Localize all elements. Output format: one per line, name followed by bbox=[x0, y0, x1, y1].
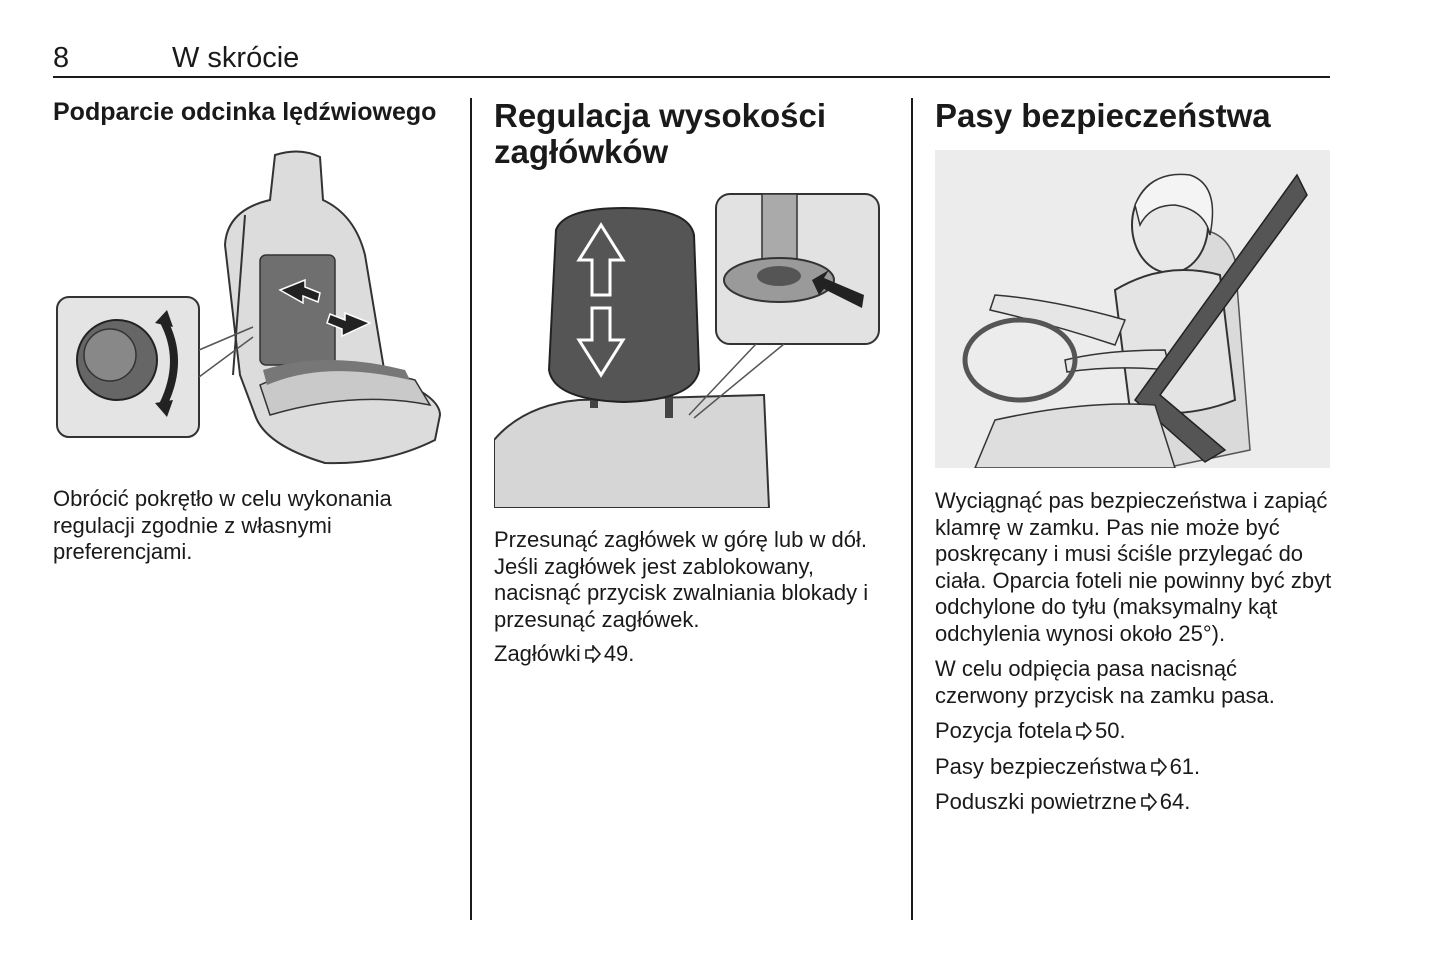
ref-seat-position-label: Pozycja fotela bbox=[935, 718, 1072, 743]
page-reference-arrow-icon bbox=[584, 645, 602, 663]
headrest-illustration bbox=[494, 190, 884, 508]
paragraph-seatbelts-2: W celu odpięcia pasa nacisnąć czerwony przycisk na zamku pasa. bbox=[935, 656, 1275, 708]
seatbelt-illustration bbox=[935, 150, 1330, 468]
heading-seatbelts: Pasy bezpieczeństwa bbox=[935, 97, 1271, 134]
heading-lumbar-support: Podparcie odcinka lędźwiowego bbox=[53, 98, 437, 126]
paragraph-headrest: Przesunąć zagłówek w górę lub w dół. Jeśli zagłówek jest zablokowany, nacisnąć przycisk zwalniania blokady i przesunąć zagłówek. bbox=[494, 527, 869, 632]
ref-airbags-label: Poduszki powietrzne bbox=[935, 789, 1137, 814]
page-number: 8 bbox=[53, 42, 70, 74]
column-headrest-text bbox=[494, 527, 894, 668]
column-lumbar-text bbox=[53, 486, 453, 566]
ref-seatbelts bbox=[935, 754, 1335, 781]
ref-airbags bbox=[935, 789, 1335, 816]
ref-headrest-page: 49. bbox=[603, 641, 635, 666]
column-lumbar-support bbox=[53, 98, 453, 127]
ref-seat-position-page: 50. bbox=[1094, 718, 1126, 743]
ref-headrest-label: Zagłówki bbox=[494, 641, 581, 666]
column-seatbelts bbox=[935, 98, 1335, 134]
ref-airbags-page: 64. bbox=[1159, 789, 1191, 814]
heading-headrest: Regulacja wysokości zagłówków bbox=[494, 97, 826, 170]
ref-headrest bbox=[494, 641, 894, 668]
ref-seatbelts-page: 61. bbox=[1169, 753, 1201, 779]
column-divider-1 bbox=[470, 98, 472, 920]
paragraph-lumbar: Obrócić pokrętło w celu wykonania regulacji zgodnie z własnymi preferencjami. bbox=[53, 486, 392, 564]
page-reference-arrow-icon bbox=[1150, 758, 1168, 776]
column-headrest bbox=[494, 98, 894, 169]
page-reference-arrow-icon bbox=[1140, 793, 1158, 811]
column-seatbelts-text bbox=[935, 488, 1335, 816]
column-divider-2 bbox=[911, 98, 913, 920]
lumbar-support-illustration bbox=[55, 145, 445, 470]
ref-seat-position bbox=[935, 718, 1335, 745]
paragraph-seatbelts-1: Wyciągnąć pas bezpieczeństwa i zapiąć klamrę w zamku. Pas nie może być poskręcany i musi ściśle przylegać do ciała. Oparcia foteli nie powinny być zbyt odchylone do tyłu (maksymalny kąt odchylenia wynosi około 25°). bbox=[935, 488, 1332, 646]
page-header bbox=[53, 38, 1330, 78]
ref-seatbelts-label: Pasy bezpieczeństwa bbox=[935, 753, 1147, 779]
page-reference-arrow-icon bbox=[1075, 722, 1093, 740]
section-title: W skrócie bbox=[172, 42, 300, 74]
